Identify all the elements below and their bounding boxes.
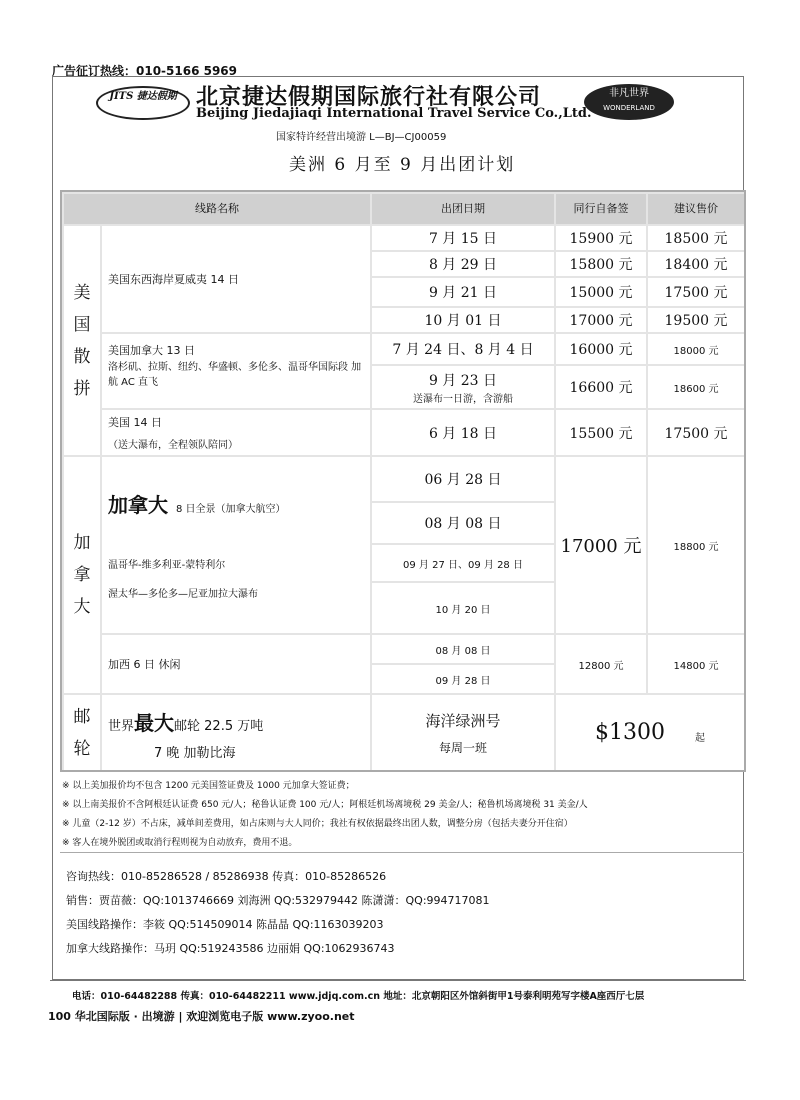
peer-price-cell: 17000 元 [556,308,646,332]
footer-divider [50,980,746,981]
date-cell: 6 月 18 日 [372,410,554,455]
company-name-en: Beijing Jiedajiaqi International Travel Service Co.,Ltd. [196,106,592,121]
date-cell: 09 月 28 日 [372,665,554,693]
date-cell: 7 月 15 日 [372,226,554,250]
section-canada-label: 加 拿 大 [64,457,100,693]
route-canada-8 [102,457,370,633]
date-cell: 7 月 24 日、8 月 4 日 [372,334,554,364]
peer-price-cell: 16000 元 [556,334,646,364]
retail-price-cell: 18500 元 [648,226,744,250]
contact-line: 销售：贾苗薇：QQ:1013746669 刘海洲 QQ:532979442 陈潇潇：QQ:994717081 [66,894,490,907]
date-cell: 08 月 08 日 [372,635,554,663]
route-usa-east-west: 美国东西海岸夏威夷 14 日 [102,226,370,332]
page-footer: 100 华北国际版 · 出境游 | 欢迎浏览电子版 www.zyoo.net [48,1010,355,1023]
retail-price-cell: 17500 元 [648,410,744,455]
date-cell: 9 月 21 日 [372,278,554,306]
cruise-price-suffix: 起 [695,733,705,744]
peer-price-cell: 15800 元 [556,252,646,276]
cruise-price: $1300 [595,720,665,745]
date-cell: 08 月 08 日 [372,503,554,543]
contact-line: 美国线路操作：李筱 QQ:514509014 陈晶晶 QQ:1163039203 [66,918,384,931]
note-line: ※ 儿童（2-12 岁）不占床，减单间差费用，如占床则与大人同价；我社有权依据最终出团人数，调整分房（包括夫妻分开住宿） [62,819,573,829]
date-cell: 09 月 27 日、09 月 28 日 [372,545,554,581]
cruise-ship-cell [372,695,554,770]
retail-price-cell: 19500 元 [648,308,744,332]
note-line: ※ 以上美加报价均不包含 1200 元美国签证费及 1000 元加拿大签证费； [62,781,355,791]
cruise-price-cell [556,695,744,770]
retail-price-cell: 18400 元 [648,252,744,276]
retail-price-cell: 18600 元 [648,366,744,408]
route-title: 美国加拿大 13 日 [108,344,195,357]
agency-footer: 电话：010-64482288 传真：010-64482211 www.jdjq.com.cn 地址：北京朝阳区外馆斜街甲1号泰利明苑写字楼A座西厅七层 [72,991,645,1002]
note-line: ※ 以上南美报价不含阿根廷认证费 650 元/人；秘鲁认证费 100 元/人；阿根廷机场离境税 29 美金/人；秘鲁机场离境税 31 美金/人 [62,800,588,810]
date-cell: 10 月 01 日 [372,308,554,332]
wonderland-logo-cn: 非凡世界 [609,88,649,99]
route-cruise: 世界最大邮轮 22.5 万吨 7 晚 加勒比海 [102,695,370,770]
header-peer-price: 同行自备签 [556,194,646,224]
contact-line: 加拿大线路操作：马玥 QQ:519243586 边丽娟 QQ:1062936743 [66,942,395,955]
company-name-cn: 北京捷达假期国际旅行社有限公司 [196,84,542,110]
ad-hotline: 广告征订热线：010-5166 5969 [52,64,238,78]
retail-price-cell: 14800 元 [648,635,744,693]
schedule-title: 美洲 6 月至 9 月出团计划 [289,155,516,175]
route-title: 加拿大 [108,493,168,517]
route-canada-west: 加西 6 日 休闲 [102,635,370,693]
peer-price-cell: 17000 元 [556,457,646,633]
route-usa-14 [102,410,370,455]
ship-name: 海洋绿洲号 [425,711,501,730]
peer-price-cell: 16600 元 [556,366,646,408]
section-cruise-label: 邮 轮 [64,695,100,770]
section-usa-label: 美 国 散 拼 [64,226,100,455]
header-route: 线路名称 [64,194,370,224]
route-subtitle: 8 日全景（加拿大航空） [176,504,286,515]
date-note: 送瀑布一日游，含游船 [413,393,513,405]
route-title: 美国 14 日 [108,416,162,429]
header-date: 出团日期 [372,194,554,224]
route-usa-canada [102,334,370,408]
peer-price-cell: 12800 元 [556,635,646,693]
retail-price-cell: 18800 元 [648,457,744,633]
date-cell: 10 月 20 日 [372,583,554,633]
jits-logo: JITS 捷达假期 [96,86,190,120]
date-cell: 8 月 29 日 [372,252,554,276]
cruise-line2: 7 晚 加勒比海 [154,746,236,761]
retail-price-cell: 17500 元 [648,278,744,306]
route-desc: 洛杉矶、拉斯、纽约、华盛顿、多伦多、温哥华国际段 加航 AC 直飞 [108,362,362,388]
license-number: 国家特许经营出境游 L—BJ—CJ00059 [276,132,447,143]
peer-price-cell: 15500 元 [556,410,646,455]
wonderland-logo-en: WONDERLAND [603,104,655,112]
route-note: （送大瀑布，全程领队陪同） [108,440,238,451]
date-cell: 06 月 28 日 [372,457,554,501]
note-line: ※ 客人在境外脱团或取消行程则视为自动放弃，费用不退。 [62,838,298,848]
peer-price-cell: 15900 元 [556,226,646,250]
tour-table [60,190,746,772]
retail-price-cell: 18000 元 [648,334,744,364]
date-cell: 9 月 23 日 送瀑布一日游，含游船 [372,366,554,408]
header-retail-price: 建议售价 [648,194,744,224]
route-line: 温哥华-维多利亚-蒙特利尔 [108,560,226,571]
peer-price-cell: 15000 元 [556,278,646,306]
route-line: 渥太华—多伦多—尼亚加拉大瀑布 [108,589,258,600]
wonderland-logo [584,84,674,120]
contact-line: 咨询热线：010-85286528 / 85286938 传真：010-85286526 [66,870,387,883]
ship-frequency: 每周一班 [438,740,487,755]
